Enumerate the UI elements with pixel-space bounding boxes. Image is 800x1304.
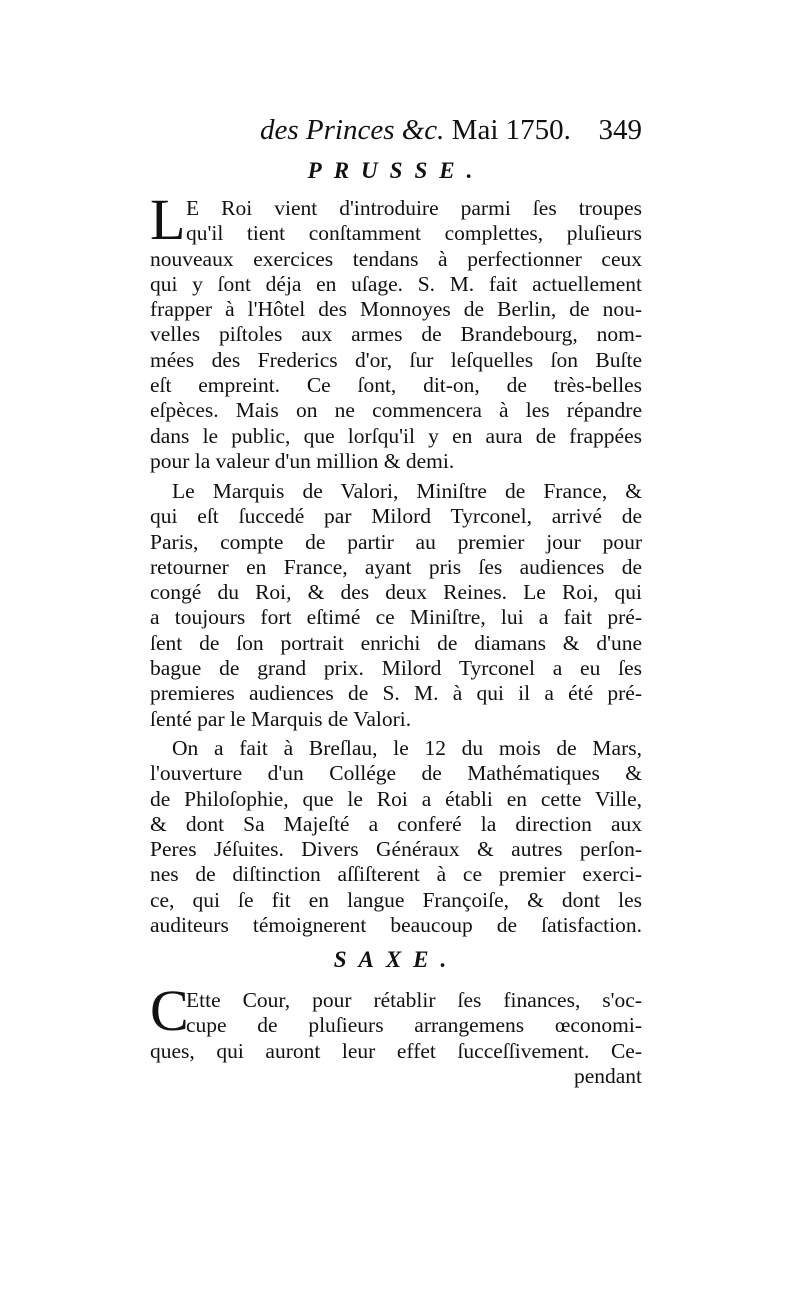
paragraph-4 xyxy=(150,978,642,1089)
text-line: premieres audiences de S. M. à qui il a été pré- xyxy=(150,681,642,706)
section-title-prusse: PRUSSE. xyxy=(307,158,485,183)
text-line: On a fait à Breſlau, le 12 du mois de Mars, xyxy=(172,736,642,760)
text-line: ques, qui auront leur effet ſucceſſivement. Ce- xyxy=(150,1038,642,1063)
drop-cap-l: L xyxy=(150,187,186,252)
text-line: nes de diſtinction aſſiſterent à ce premier exerci- xyxy=(150,862,642,887)
text-line: qu'il tient conſtamment complettes, pluſieurs xyxy=(186,221,642,246)
text-line: nouveaux exercices tendans à perfectionner ceux xyxy=(150,246,642,271)
text-line: E Roi vient d'introduire parmi ſes troupes xyxy=(186,196,642,220)
text-line: congé du Roi, & des deux Reines. Le Roi, qui xyxy=(150,580,642,605)
text-line: de Philoſophie, que le Roi a établi en cette Ville, xyxy=(150,786,642,811)
text-line: Ette Cour, pour rétablir ſes finances, s'oc- xyxy=(186,988,642,1012)
text-line: cupe de pluſieurs arrangemens œconomi- xyxy=(186,1013,642,1038)
paragraph-1 xyxy=(150,187,642,474)
text-line: Peres Jéſuites. Divers Généraux & autres perſon- xyxy=(150,837,642,862)
paragraph-2 xyxy=(150,479,642,732)
text-line: auditeurs témoignerent beaucoup de ſatisfaction. xyxy=(150,913,642,938)
text-line: pour la valeur d'un million & demi. xyxy=(150,448,455,473)
drop-cap-c: C xyxy=(150,978,189,1043)
section-title-saxe: SAXE. xyxy=(333,947,459,972)
text-line: ſenté par le Marquis de Valori. xyxy=(150,706,412,731)
text-line: & dont Sa Majeſté a conferé la direction aux xyxy=(150,811,642,836)
text-line: qui y ſont déja en uſage. S. M. fait actuellement xyxy=(150,271,642,296)
text-line: eſpèces. Mais on ne commencera à les répandre xyxy=(150,398,642,423)
page-number: 349 xyxy=(598,114,642,146)
text-line: Le Marquis de Valori, Miniſtre de France, & xyxy=(172,479,642,503)
text-line: mées des Frederics d'or, ſur leſquelles ſon Buſte xyxy=(150,347,642,372)
running-head-date: Mai 1750. xyxy=(444,114,571,146)
catchword: pendant xyxy=(573,1063,642,1088)
text-line: a toujours fort eſtimé ce Miniſtre, lui a fait pré- xyxy=(150,605,642,630)
text-line: bague de grand prix. Milord Tyrconel a eu ſes xyxy=(150,656,642,681)
text-line: eſt empreint. Ce ſont, dit-on, de très-belles xyxy=(150,373,642,398)
paragraph-3 xyxy=(150,736,642,938)
running-head xyxy=(260,114,571,147)
page-header xyxy=(150,114,642,154)
text-line: dans le public, que lorſqu'il y en aura de frappées xyxy=(150,423,642,448)
text-line: qui eſt ſuccedé par Milord Tyrconel, arrivé de xyxy=(150,504,642,529)
running-head-italic: des Princes &c. xyxy=(260,114,445,146)
text-line: l'ouverture d'un Collége de Mathématiques & xyxy=(150,761,642,786)
text-line: frapper à l'Hôtel des Monnoyes de Berlin, de nou- xyxy=(150,297,642,322)
text-line: retourner en France, ayant pris ſes audiences de xyxy=(150,554,642,579)
text-line: velles piſtoles aux armes de Brandebourg, nom- xyxy=(150,322,642,347)
text-line: ſent de ſon portrait enrichi de diamans & d'une xyxy=(150,630,642,655)
text-line: Paris, compte de partir au premier jour pour xyxy=(150,529,642,554)
text-line: ce, qui ſe fit en langue Françoiſe, & dont les xyxy=(150,887,642,912)
